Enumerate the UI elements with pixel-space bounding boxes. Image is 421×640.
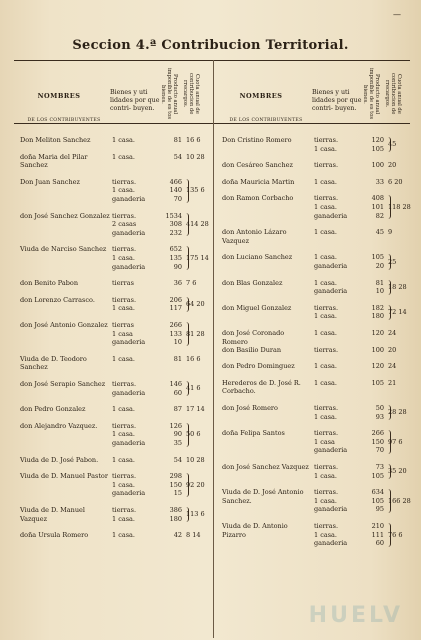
- contributor-name: don Ramon Corbacho: [222, 194, 294, 203]
- producto-value: 42: [173, 531, 182, 540]
- names-subheader: DE LOS CONTRIBUYENTES: [229, 118, 303, 123]
- cuota-value: 64 20: [186, 300, 205, 309]
- bienes-item: ganaderia: [314, 211, 348, 220]
- left-column: [14, 64, 214, 626]
- producto-value: 266: [371, 429, 384, 438]
- producto-value: 95: [375, 505, 384, 514]
- bienes-item: 1 casa.: [314, 228, 337, 237]
- bienes-item: tierras.: [314, 303, 339, 312]
- contributor-name: doña Maria del Pilar Sanchez: [20, 152, 88, 170]
- cuota-value: 20: [388, 345, 397, 354]
- bienes-item: ganaderia: [314, 287, 348, 296]
- producto-value: 105: [371, 471, 384, 480]
- table-row: [14, 245, 214, 271]
- table-row: [216, 488, 416, 514]
- bienes-item: 1 casa.: [112, 354, 135, 363]
- contributor-name: don Antonio Lázaro Vazquez: [222, 228, 287, 245]
- cuota-value: 81 28: [186, 329, 205, 338]
- bienes-item: ganaderia: [112, 338, 146, 347]
- producto-value: 101: [371, 202, 384, 211]
- cuota-value: 25: [388, 257, 397, 266]
- producto-value: 111: [371, 530, 384, 539]
- producto-value: 93: [375, 412, 384, 421]
- producto-value: 206: [169, 295, 182, 304]
- cuota-header: Cuota anual de contribucion de rrecargos.: [384, 73, 402, 115]
- producto-value: 100: [371, 345, 384, 354]
- cuota-value: 6 20: [388, 177, 403, 186]
- table-row: [216, 362, 416, 371]
- cuota-value: 97 6: [388, 437, 403, 446]
- cuota-value: 24: [388, 329, 397, 337]
- bienes-item: 1 casa.: [314, 329, 337, 337]
- cuota-value: 72 14: [388, 308, 407, 317]
- table-row: [216, 304, 416, 321]
- contributor-name: don Cesáreo Sanchez: [222, 161, 293, 170]
- table-row: [14, 422, 214, 448]
- contributor-name: don José Serapio Sanchez: [20, 380, 106, 388]
- contributor-name: don Alejandro Vazquez.: [20, 421, 98, 430]
- table-row: [14, 355, 214, 372]
- cuota-value: 9: [388, 228, 393, 237]
- bienes-item: ganaderia: [112, 194, 146, 203]
- producto-value: 120: [371, 362, 384, 371]
- table-row: [216, 161, 416, 170]
- bienes-item: ganaderia: [112, 489, 146, 498]
- producto-value: 232: [169, 228, 182, 237]
- cuota-value: 41 6: [186, 384, 201, 393]
- cuota-value: 45: [388, 140, 397, 149]
- top-rule: [14, 60, 410, 61]
- bienes-item: 1 casa.: [112, 531, 135, 540]
- table-row: [216, 136, 416, 153]
- contributor-name: don Luciano Sanchez: [222, 253, 293, 262]
- producto-value: 60: [173, 388, 182, 397]
- contributor-name: Viuda de D. Manuel Vazquez: [20, 506, 85, 523]
- table-row: [14, 405, 214, 414]
- table-row: [14, 321, 214, 347]
- producto-value: 386: [169, 506, 182, 514]
- contributor-name: don Basilio Duran: [222, 345, 282, 354]
- contributor-name: don José Sanchez Vazquez: [222, 463, 309, 471]
- producto-value: 105: [371, 378, 384, 387]
- producto-value: 117: [169, 304, 182, 313]
- cuota-value: 76 6: [388, 530, 403, 539]
- contributor-name: Herederos de D. José R. Corbacho.: [222, 378, 301, 396]
- bienes-item: 1 casa.: [314, 312, 337, 321]
- cuota-value: 135 6: [186, 186, 205, 195]
- contributor-name: don José Antonio Gonzalez: [20, 321, 108, 329]
- left-header: [14, 64, 214, 124]
- bienes-item: ganaderia: [112, 388, 146, 397]
- contributor-name: doña Felipa Santos: [222, 429, 285, 438]
- table-row: [14, 212, 214, 238]
- bienes-item: 1 casa.: [314, 412, 337, 421]
- bienes-item: 1 casa.: [112, 304, 135, 313]
- cuota-value: 35 20: [388, 467, 407, 476]
- bienes-item: tierras.: [112, 177, 137, 186]
- table-row: [14, 456, 214, 465]
- producto-value: 120: [371, 136, 384, 144]
- producto-value: 140: [169, 186, 182, 195]
- cuota-value: 28 28: [388, 408, 407, 417]
- archive-watermark: HUELV: [308, 603, 403, 628]
- bienes-item: tierras: [112, 321, 134, 329]
- cuota-value: 10 28: [186, 455, 205, 464]
- bienes-header: Bienes y uti lidades por que contri- buyen.: [312, 89, 362, 112]
- producto-value: 180: [371, 312, 384, 321]
- producto-value: 266: [169, 321, 182, 329]
- producto-value: 105: [371, 144, 384, 153]
- table-row: [216, 228, 416, 245]
- producto-value: 150: [371, 437, 384, 446]
- producto-value: 634: [371, 488, 384, 497]
- bienes-item: tierras.: [314, 345, 339, 354]
- producto-value: 35: [173, 438, 182, 447]
- bienes-item: tierras.: [112, 295, 137, 304]
- contributor-name: don Pedro Gonzalez: [20, 405, 86, 414]
- producto-value: 182: [371, 303, 384, 312]
- producto-value: 652: [169, 245, 182, 254]
- producto-value: 105: [371, 496, 384, 505]
- page-title: Seccion 4.ª Contribucion Territorial.: [72, 38, 349, 53]
- table-row: [216, 429, 416, 455]
- cuota-value: 16 6: [186, 354, 201, 363]
- bienes-item: tierras.: [314, 488, 339, 497]
- contributor-name: Viuda de D. José Pabon.: [20, 455, 99, 464]
- cuota-value: 7 6: [186, 279, 197, 288]
- contributor-name: Viuda de D. José Antonio Sanchez.: [222, 488, 304, 505]
- table-row: [216, 178, 416, 187]
- producto-value: 70: [173, 194, 182, 203]
- bienes-item: tierras: [112, 279, 134, 288]
- bienes-item: tierras.: [314, 194, 339, 203]
- names-subheader: DE LOS CONTRIBUYENTES: [27, 118, 101, 123]
- producto-value: 133: [169, 329, 182, 338]
- producto-value: 81: [173, 354, 182, 363]
- cuota-value: 16 6: [186, 136, 201, 144]
- bienes-item: 1 casa.: [112, 455, 135, 464]
- bienes-item: 1 casa.: [314, 278, 337, 287]
- bienes-item: tierras.: [112, 472, 137, 481]
- table-row: [216, 463, 416, 480]
- table-row: [216, 329, 416, 346]
- bienes-item: 1 casa.: [112, 405, 135, 414]
- cuota-value: 8 14: [186, 531, 201, 540]
- contributor-name: don José Sanchez Gonzalez: [20, 211, 110, 220]
- producto-value: 45: [375, 228, 384, 237]
- bienes-item: ganaderia: [314, 505, 348, 514]
- bienes-item: 1 casa.: [112, 136, 135, 144]
- cuota-value: 166 28: [388, 496, 411, 505]
- page-marker: —: [393, 10, 401, 19]
- bienes-item: ganaderia: [112, 228, 146, 237]
- producto-value: 10: [173, 338, 182, 347]
- producto-value: 120: [371, 329, 384, 337]
- bienes-item: tierras.: [314, 429, 339, 438]
- bienes-item: tierras.: [112, 506, 137, 514]
- table-row: [14, 153, 214, 170]
- producto-value: 150: [169, 480, 182, 489]
- bienes-item: tierras.: [314, 404, 339, 412]
- table-row: [216, 194, 416, 220]
- contributor-name: Don Meliton Sanchez: [20, 136, 91, 144]
- producto-value: 1534: [165, 211, 182, 220]
- bienes-item: tierras.: [314, 522, 339, 530]
- bienes-item: 1 casa.: [314, 362, 337, 371]
- bienes-item: 1 casa: [112, 329, 133, 338]
- contributor-name: don Blas Gonzalez: [222, 278, 283, 287]
- producto-value: 54: [173, 152, 182, 161]
- bienes-item: 1 casa.: [314, 496, 337, 505]
- producto-value: 73: [375, 463, 384, 471]
- table-row: [216, 379, 416, 396]
- producto-value: 408: [371, 194, 384, 203]
- cuota-value: 50 6: [186, 430, 201, 439]
- producto-value: 10: [375, 287, 384, 296]
- bienes-item: tierras.: [112, 245, 137, 254]
- cuota-value: 10 28: [186, 152, 205, 161]
- bienes-item: tierras.: [314, 161, 339, 170]
- bienes-item: 1 casa.: [314, 202, 337, 211]
- table-row: [216, 346, 416, 355]
- producto-value: 82: [375, 211, 384, 220]
- right-column: [216, 64, 416, 626]
- cuota-value: 18 28: [388, 282, 407, 291]
- producto-value: 60: [375, 539, 384, 548]
- table-row: [14, 136, 214, 145]
- cuota-value: 20: [388, 161, 397, 170]
- bienes-item: ganaderia: [314, 446, 348, 455]
- producto-value: 50: [375, 404, 384, 412]
- table-row: [14, 296, 214, 313]
- contributor-name: Don Cristino Romero: [222, 136, 292, 144]
- table-row: [216, 279, 416, 296]
- producto-value: 20: [375, 261, 384, 270]
- producto-value: 15: [173, 489, 182, 498]
- producto-value: 180: [169, 514, 182, 523]
- producto-value: 90: [173, 430, 182, 439]
- producto-value: 298: [169, 472, 182, 481]
- cuota-value: 24: [388, 362, 397, 371]
- producto-value: 70: [375, 446, 384, 455]
- producto-value: 54: [173, 455, 182, 464]
- bienes-item: ganaderia: [314, 261, 348, 270]
- producto-value: 33: [375, 177, 384, 186]
- bienes-item: 1 casa.: [112, 514, 135, 523]
- bienes-item: ganaderia: [112, 438, 146, 447]
- cuota-value: 17 14: [186, 405, 205, 414]
- producto-value: 105: [371, 253, 384, 262]
- contributor-name: don José Coronado Romero: [222, 329, 285, 346]
- bienes-item: 1 casa.: [314, 471, 337, 480]
- table-row: [216, 253, 416, 270]
- cuota-value: 414 28: [186, 220, 209, 229]
- cuota-value: 21: [388, 378, 397, 387]
- bienes-item: tierras.: [112, 421, 137, 430]
- bienes-item: tierras.: [112, 211, 137, 220]
- bienes-item: 1 casa.: [314, 253, 337, 262]
- bienes-item: tierras.: [112, 380, 137, 388]
- bienes-header: Bienes y uti lidades por que contri- buyen.: [110, 89, 160, 112]
- bienes-item: 1 casa.: [314, 378, 337, 387]
- bienes-item: 1 casa.: [112, 186, 135, 195]
- producto-value: 308: [169, 220, 182, 229]
- bienes-item: tierras.: [314, 136, 339, 144]
- contributor-name: Viuda de D. Manuel Pastor: [20, 472, 108, 481]
- bienes-item: tierras.: [314, 463, 339, 471]
- producto-value: 146: [169, 380, 182, 388]
- contributor-name: don Pedro Dominguez: [222, 362, 295, 371]
- table-row: [14, 531, 214, 540]
- cuota-value: 118 28: [388, 202, 411, 211]
- producto-header: Producto anual imponible de es tos bienes.: [160, 68, 178, 120]
- bienes-item: 1 casa.: [112, 152, 135, 161]
- producto-value: 210: [371, 522, 384, 530]
- cuota-value: 175 14: [186, 253, 209, 262]
- bienes-item: 1 casa.: [314, 144, 337, 153]
- producto-value: 90: [173, 262, 182, 271]
- cuota-value: 92 20: [186, 480, 205, 489]
- table-row: [14, 178, 214, 204]
- table-row: [14, 279, 214, 288]
- bienes-item: 1 casa.: [314, 177, 337, 186]
- producto-value: 87: [173, 405, 182, 414]
- bienes-item: 1 casa: [314, 437, 335, 446]
- bienes-item: 1 casa.: [112, 253, 135, 262]
- names-header: NOMBRES: [239, 92, 283, 100]
- producto-value: 36: [173, 279, 182, 288]
- producto-value: 81: [375, 278, 384, 287]
- producto-value: 135: [169, 253, 182, 262]
- producto-value: 81: [173, 136, 182, 144]
- bienes-item: 1 casa.: [314, 530, 337, 539]
- contributor-name: Viuda de D. Teodoro Sanchez: [20, 354, 87, 372]
- names-header: NOMBRES: [37, 92, 81, 100]
- table-row: [14, 506, 214, 523]
- table-row: [14, 380, 214, 397]
- bienes-item: ganaderia: [314, 539, 348, 548]
- contributor-name: don José Romero: [222, 404, 278, 412]
- contributor-name: Viuda de Narciso Sanchez: [20, 245, 107, 254]
- table-row: [216, 522, 416, 548]
- contributor-name: don Benito Pabon: [20, 279, 79, 288]
- table-row: [216, 404, 416, 421]
- contributor-name: don Miguel Gonzalez: [222, 303, 292, 312]
- cuota-value: 113 6: [186, 510, 205, 519]
- bienes-item: 1 casa.: [112, 480, 135, 489]
- producto-value: 466: [169, 177, 182, 186]
- contributor-name: doña Ursula Romero: [20, 531, 89, 540]
- producto-value: 126: [169, 421, 182, 430]
- contributor-name: doña Mauricia Martin: [222, 177, 295, 186]
- contributor-name: don Lorenzo Carrasco.: [20, 295, 95, 304]
- bienes-item: 2 casas: [112, 220, 137, 229]
- contributor-name: Don Juan Sanchez: [20, 177, 80, 186]
- table-row: [14, 472, 214, 498]
- right-header: [216, 64, 416, 124]
- bienes-item: 1 casa.: [112, 430, 135, 439]
- cuota-header: Cuota anual de contribucion de rrecargos.: [182, 73, 200, 115]
- producto-value: 100: [371, 161, 384, 170]
- producto-header: Producto anual imponible de es tos bienes.: [362, 68, 380, 120]
- contributor-name: Viuda de D. Antonio Pizarro: [222, 522, 288, 539]
- bienes-item: ganaderia: [112, 262, 146, 271]
